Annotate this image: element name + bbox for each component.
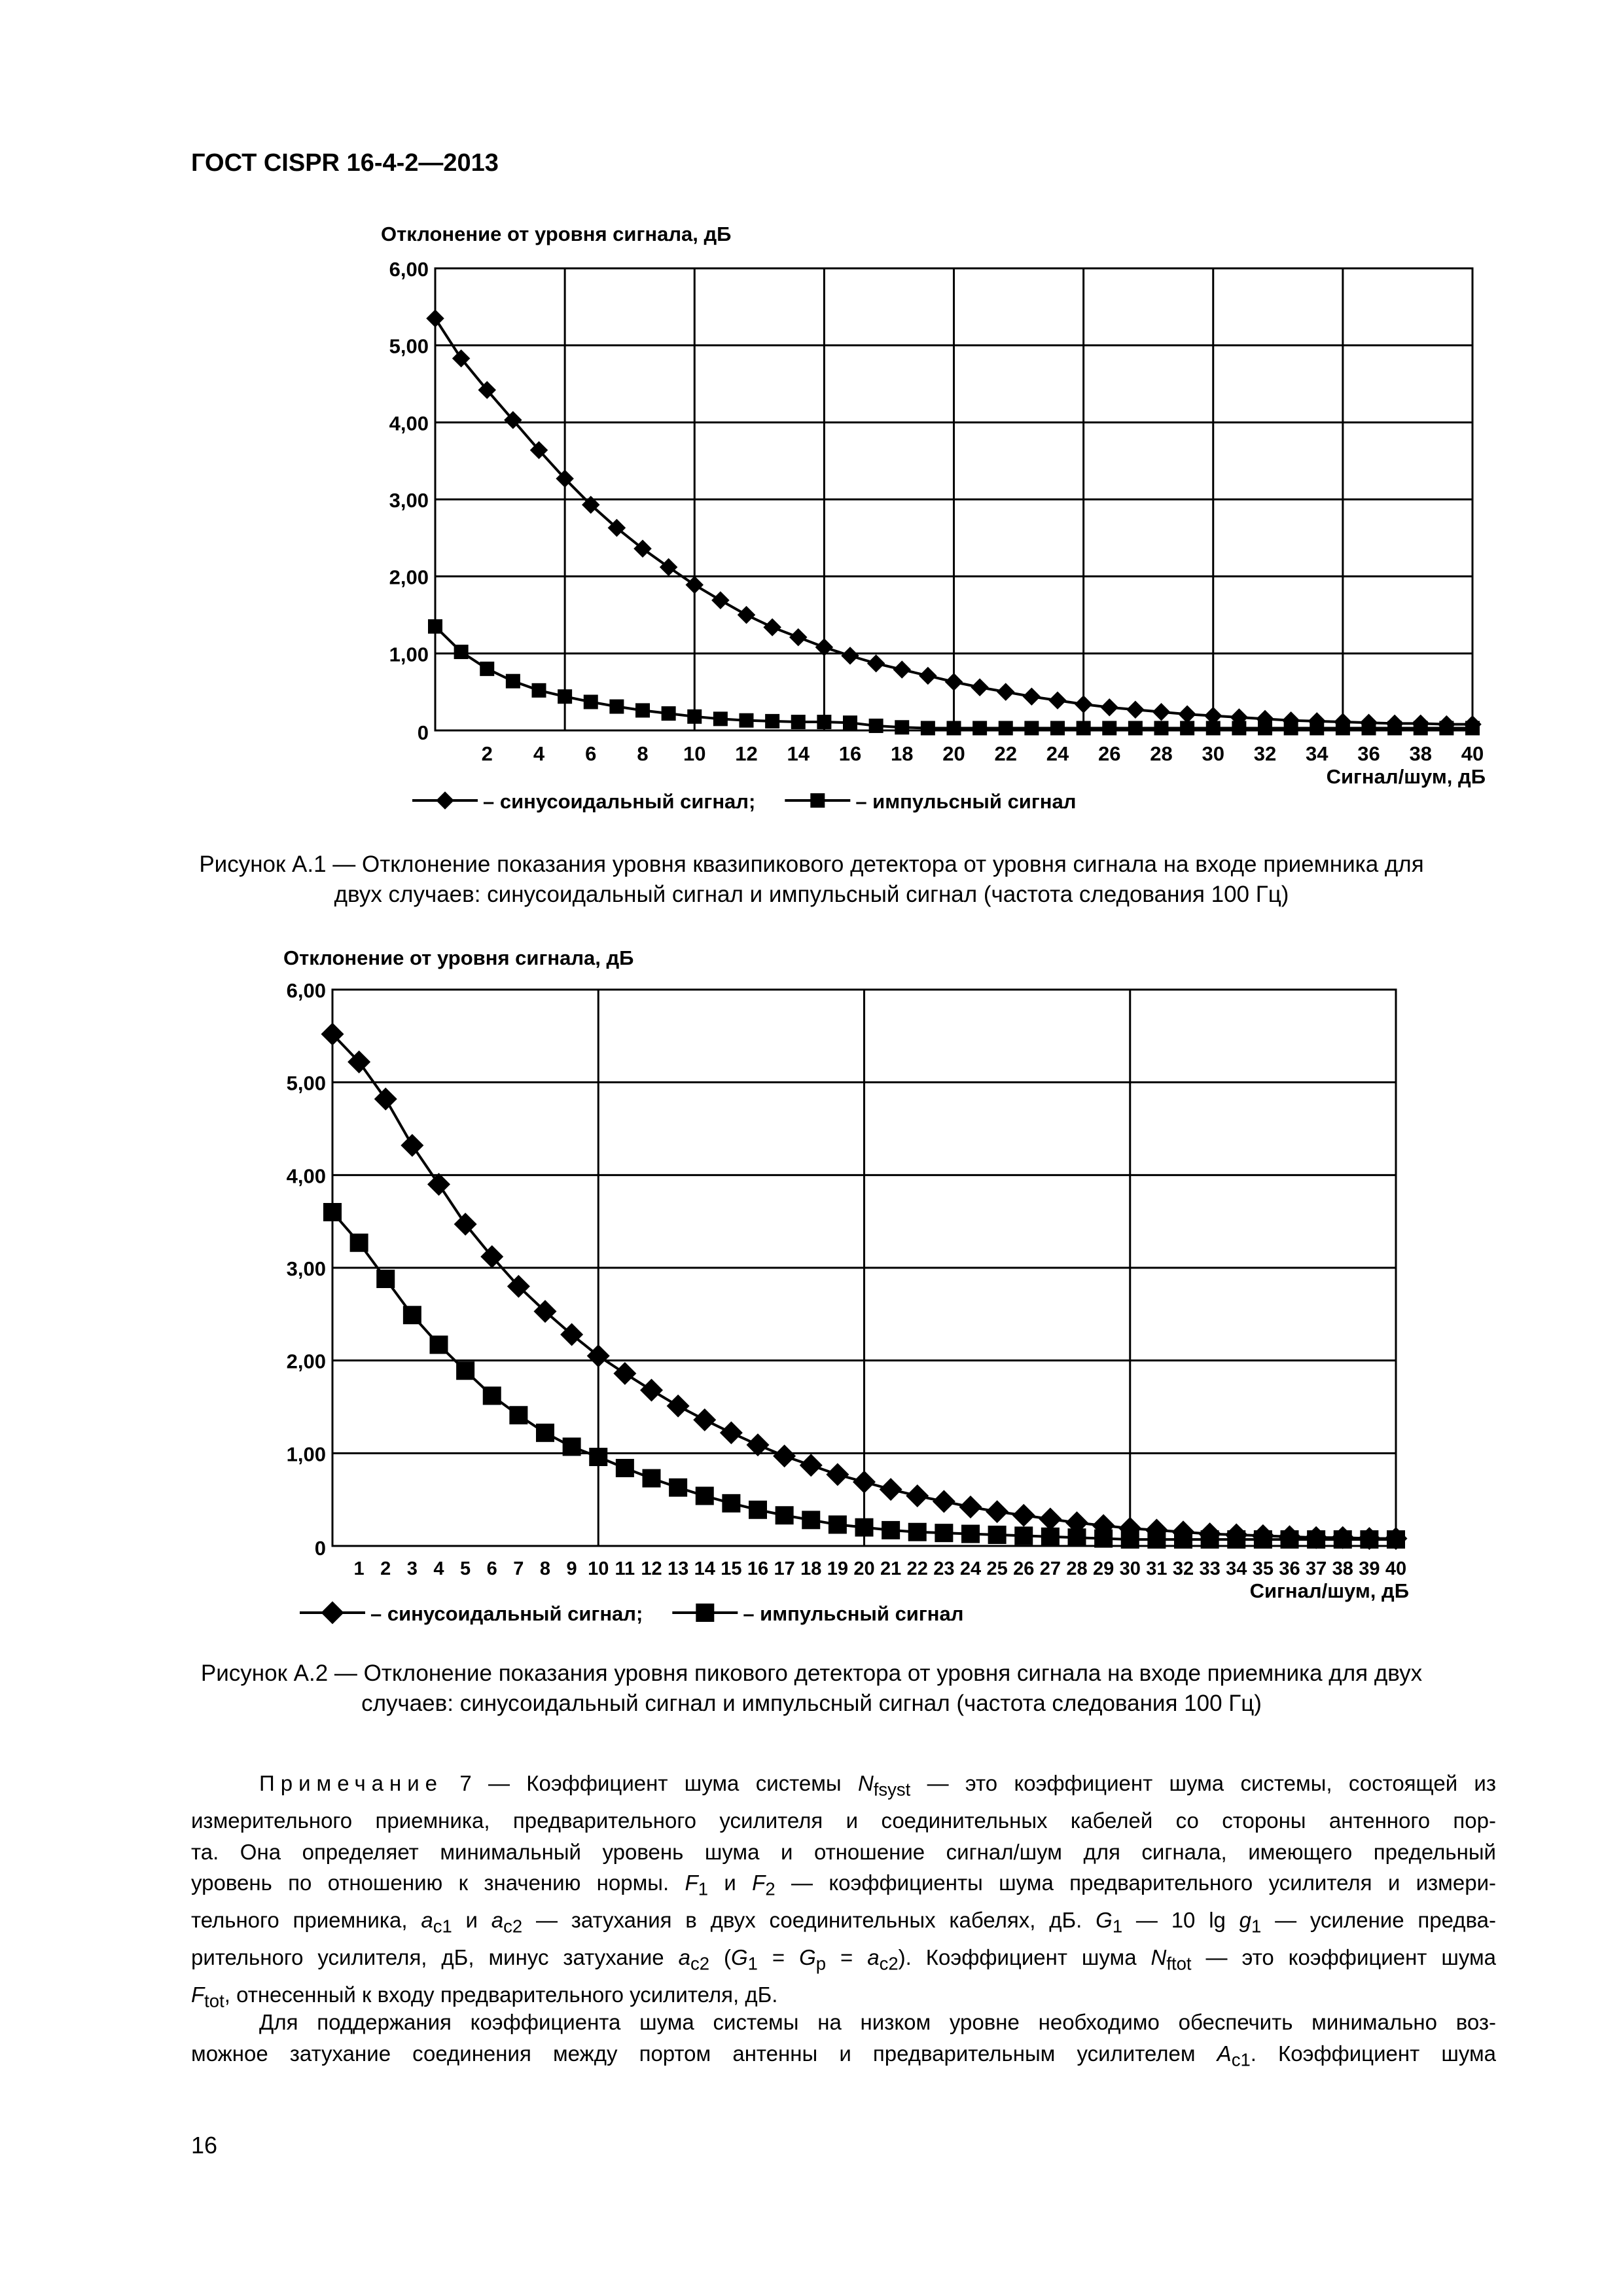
body-line: [191, 2038, 1496, 2075]
note-subscript: c2: [503, 1916, 523, 1937]
note-text: — усиление предва-: [1261, 1908, 1496, 1933]
caption-line: случаев: синусоидальный сигнал и импульсный сигнал (частота следования 100 Гц): [361, 1691, 1262, 1716]
data-point-square: [643, 1469, 661, 1488]
x-tick-label: 28: [1066, 1558, 1088, 1579]
data-point-square: [1121, 1530, 1139, 1549]
x-tick-label: 12: [735, 742, 758, 765]
note-subscript: c2: [690, 1953, 709, 1974]
data-point-diamond: [853, 1471, 876, 1494]
x-tick-label: 22: [994, 742, 1017, 765]
note-line: [191, 1942, 1496, 1979]
y-axis-label: Отклонение от уровня сигнала, дБ: [283, 946, 634, 969]
x-tick-label: 8: [539, 1558, 551, 1579]
data-point-square: [687, 709, 702, 724]
data-point-square: [509, 1406, 527, 1424]
body-line: Для поддержания коэффициента шума системы на низком уровне необходимо обеспечить минимально воз-: [259, 2010, 1496, 2034]
body-text: . Коэффициент шума: [1250, 2041, 1496, 2066]
data-point-square: [428, 619, 442, 634]
legend-marker-diamond: [436, 791, 454, 810]
x-tick-label: 40: [1385, 1558, 1407, 1579]
note-text: , отнесенный к входу предварительного усилителя, дБ.: [224, 1982, 778, 2007]
data-point-square: [1094, 1530, 1113, 1548]
note-subscript: 1: [1112, 1916, 1123, 1937]
y-tick-label: 6,00: [286, 979, 326, 1002]
data-point-diamond: [893, 660, 912, 679]
y-axis-label: Отклонение от уровня сигнала, дБ: [381, 223, 732, 245]
y-tick-label: 4,00: [389, 412, 429, 435]
note-line: та. Она определяет минимальный уровень шума и отношение сигнал/шум для сигнала, имеющего предельный: [191, 1839, 1496, 1864]
note-line: [191, 1768, 1496, 1805]
x-tick-label: 25: [986, 1558, 1008, 1579]
data-point-diamond: [426, 310, 444, 328]
data-point-square: [532, 683, 546, 698]
data-point-square: [376, 1270, 395, 1288]
x-tick-label: 24: [1046, 742, 1069, 765]
data-point-square: [1336, 721, 1350, 735]
caption-line: Рисунок А.1 — Отклонение показания уровня квазипикового детектора от уровня сигнала на входе приемника для: [199, 852, 1424, 877]
data-point-square: [765, 714, 779, 728]
data-point-diamond: [1178, 706, 1196, 724]
data-point-square: [1050, 721, 1065, 735]
x-tick-label: 16: [747, 1558, 769, 1579]
data-point-diamond: [945, 673, 963, 691]
data-point-square: [669, 1479, 687, 1497]
data-point-square: [713, 711, 728, 726]
data-point-diamond: [841, 647, 859, 665]
note-subscript: 1: [1251, 1916, 1262, 1937]
x-tick-label: 32: [1172, 1558, 1194, 1579]
data-point-square: [855, 1518, 874, 1537]
data-point-square: [1201, 1530, 1219, 1549]
note-symbol: F: [685, 1871, 698, 1895]
data-point-square: [696, 1487, 714, 1505]
data-point-square: [1041, 1528, 1060, 1546]
data-point-diamond: [971, 678, 989, 696]
note-text: и: [452, 1908, 491, 1933]
data-point-square: [1174, 1530, 1192, 1549]
note-line: [191, 1867, 1496, 1905]
data-point-square: [749, 1501, 767, 1519]
x-tick-label: 12: [641, 1558, 662, 1579]
x-tick-label: 30: [1119, 1558, 1141, 1579]
note-line: измерительного приемника, предварительного усилителя и соединительных кабелей со стороны антенного пор-: [191, 1808, 1496, 1833]
data-point-square: [869, 719, 883, 733]
y-tick-label: 5,00: [286, 1071, 326, 1095]
data-point-square: [558, 689, 572, 704]
data-point-diamond: [667, 1395, 690, 1418]
x-tick-label: 14: [694, 1558, 715, 1579]
data-point-square: [829, 1515, 847, 1534]
note-label: Примечание: [259, 1771, 444, 1795]
y-tick-label: 6,00: [389, 258, 429, 281]
data-point-square: [1362, 721, 1376, 735]
x-tick-label: 40: [1461, 742, 1484, 765]
data-point-square: [802, 1511, 820, 1529]
data-point-diamond: [401, 1134, 423, 1157]
x-tick-label: 23: [933, 1558, 955, 1579]
body-subscript: c1: [1231, 2049, 1251, 2070]
data-point-square: [1281, 1530, 1299, 1549]
note-subscript: 1: [747, 1953, 758, 1974]
page-number: 16: [191, 2132, 218, 2159]
data-point-square: [456, 1361, 474, 1380]
data-point-diamond: [1048, 691, 1067, 709]
note-symbol: F: [191, 1982, 205, 2007]
note-text: ). Коэффициент шума: [898, 1945, 1151, 1970]
y-tick-label: 5,00: [389, 334, 429, 358]
data-point-square: [882, 1521, 900, 1539]
note-subscript: 2: [765, 1878, 776, 1899]
x-tick-label: 31: [1146, 1558, 1168, 1579]
note-text: уровень по отношению к значению нормы.: [191, 1871, 685, 1895]
body-paragraph: [191, 2007, 1496, 2075]
data-point-square: [506, 674, 520, 689]
legend-marker-diamond: [321, 1602, 344, 1624]
note-symbol: a: [867, 1945, 880, 1970]
y-tick-label: 3,00: [286, 1257, 326, 1280]
data-point-square: [1102, 721, 1116, 735]
y-tick-label: 2,00: [389, 565, 429, 589]
data-point-diamond: [1023, 687, 1041, 706]
note-text: рительного усилителя, дБ, минус затухание: [191, 1945, 679, 1970]
body-text: можное затухание соединения между портом антенны и предварительным усилителем: [191, 2041, 1217, 2066]
x-tick-label: 21: [880, 1558, 902, 1579]
data-point-diamond: [1075, 695, 1093, 713]
x-tick-label: 15: [721, 1558, 742, 1579]
data-point-square: [999, 721, 1013, 735]
data-point-square: [1387, 1530, 1405, 1549]
data-point-diamond: [773, 1444, 796, 1467]
note-paragraph: [191, 1768, 1496, 2017]
data-point-square: [1307, 1530, 1325, 1549]
x-tick-label: 7: [513, 1558, 524, 1579]
data-point-square: [1360, 1530, 1378, 1549]
x-tick-label: 35: [1252, 1558, 1274, 1579]
data-point-diamond: [763, 619, 781, 637]
x-tick-label: 34: [1226, 1558, 1247, 1579]
x-tick-label: 39: [1359, 1558, 1380, 1579]
data-point-square: [350, 1234, 368, 1252]
x-tick-label: 17: [774, 1558, 795, 1579]
data-point-diamond: [1039, 1507, 1061, 1530]
data-point-square: [722, 1494, 740, 1513]
note-symbol: a: [678, 1945, 690, 1970]
data-point-square: [1180, 721, 1194, 735]
legend-label: – импульсный сигнал: [743, 1602, 964, 1625]
note-symbol: a: [491, 1908, 504, 1933]
x-tick-label: 38: [1332, 1558, 1353, 1579]
legend-marker-square: [696, 1604, 714, 1622]
legend-marker-square: [810, 793, 825, 808]
x-tick-label: 36: [1279, 1558, 1300, 1579]
data-point-square: [480, 662, 494, 676]
note-subscript: tot: [204, 1990, 224, 2011]
y-tick-label: 0: [417, 721, 429, 744]
data-point-square: [972, 721, 987, 735]
x-tick-label: 33: [1199, 1558, 1221, 1579]
x-tick-label: 20: [853, 1558, 875, 1579]
x-tick-label: 18: [891, 742, 914, 765]
document-header: ГОСТ CISPR 16-4-2—2013: [191, 149, 499, 177]
data-point-diamond: [1152, 703, 1171, 721]
data-point-square: [589, 1448, 607, 1466]
data-point-square: [536, 1424, 554, 1442]
x-axis-label: Сигнал/шум, дБ: [1249, 1579, 1409, 1602]
x-tick-label: 19: [827, 1558, 849, 1579]
data-point-square: [1147, 1530, 1166, 1549]
note-subscript: p: [815, 1953, 827, 1974]
data-point-square: [1227, 1530, 1245, 1549]
body-symbol: A: [1217, 2041, 1232, 2066]
x-tick-label: 5: [460, 1558, 471, 1579]
note-text: =: [757, 1945, 800, 1970]
data-point-diamond: [374, 1088, 397, 1111]
data-point-square: [961, 1525, 980, 1543]
y-tick-label: 1,00: [389, 643, 429, 666]
data-point-diamond: [919, 667, 937, 685]
data-point-square: [430, 1336, 448, 1354]
y-tick-label: 1,00: [286, 1443, 326, 1466]
data-point-square: [609, 700, 624, 714]
note-subscript: c2: [879, 1953, 899, 1974]
caption-line: Рисунок А.2 — Отклонение показания уровня пикового детектора от уровня сигнала на входе приемника для двух: [200, 1660, 1423, 1686]
note-text: — затухания в двух соединительных кабелях, дБ.: [522, 1908, 1096, 1933]
x-tick-label: 29: [1092, 1558, 1115, 1579]
data-point-square: [635, 703, 650, 717]
data-point-square: [1334, 1530, 1352, 1549]
x-tick-label: 32: [1253, 742, 1277, 765]
data-point-diamond: [660, 558, 678, 577]
data-point-diamond: [640, 1379, 663, 1402]
x-tick-label: 34: [1306, 742, 1329, 765]
note-symbol: G: [730, 1945, 748, 1970]
x-tick-label: 6: [585, 742, 597, 765]
data-point-square: [843, 715, 857, 730]
data-point-square: [776, 1506, 794, 1524]
data-point-square: [1232, 721, 1246, 735]
data-point-square: [483, 1387, 501, 1405]
y-tick-label: 0: [314, 1537, 326, 1560]
data-point-square: [584, 694, 598, 709]
x-tick-label: 4: [533, 742, 545, 765]
note-text: — коэффициенты шума предварительного усилителя и измери-: [775, 1871, 1497, 1895]
data-point-diamond: [1012, 1504, 1035, 1527]
data-point-square: [1258, 721, 1272, 735]
data-point-square: [817, 715, 831, 729]
x-tick-label: 26: [1013, 1558, 1035, 1579]
x-tick-label: 18: [800, 1558, 822, 1579]
x-tick-label: 14: [787, 742, 810, 765]
figure-caption-a1: [164, 850, 1459, 910]
note-subscript: 1: [698, 1878, 709, 1899]
data-point-square: [1414, 721, 1428, 735]
data-point-diamond: [867, 655, 885, 673]
data-point-diamond: [720, 1422, 743, 1444]
y-tick-label: 3,00: [389, 489, 429, 512]
note-symbol: N: [857, 1771, 874, 1795]
x-tick-label: 28: [1150, 742, 1173, 765]
note-text: (: [709, 1945, 731, 1970]
data-point-diamond: [800, 1454, 823, 1477]
x-tick-label: 36: [1357, 742, 1380, 765]
data-point-diamond: [906, 1484, 929, 1507]
data-point-square: [947, 721, 961, 735]
note-text: 7 — Коэффициент шума системы: [459, 1771, 858, 1795]
data-point-diamond: [959, 1496, 982, 1518]
data-point-square: [935, 1524, 953, 1542]
legend-label: – импульсный сигнал: [855, 790, 1077, 813]
note-subscript: fsyst: [873, 1779, 911, 1800]
x-tick-label: 20: [942, 742, 965, 765]
data-point-square: [403, 1306, 421, 1324]
note-text: тельного приемника,: [191, 1908, 421, 1933]
y-tick-label: 2,00: [286, 1350, 326, 1373]
data-point-square: [1387, 721, 1402, 735]
x-tick-label: 37: [1305, 1558, 1327, 1579]
data-point-diamond: [738, 606, 756, 624]
data-point-square: [323, 1203, 342, 1221]
x-tick-label: 10: [683, 742, 706, 765]
data-point-diamond: [693, 1408, 716, 1431]
data-point-diamond: [880, 1478, 902, 1501]
note-line: [191, 1905, 1496, 1942]
x-tick-label: 3: [406, 1558, 418, 1579]
data-point-square: [1254, 1530, 1272, 1549]
data-point-diamond: [933, 1490, 955, 1513]
note-text: и: [708, 1871, 753, 1895]
data-point-square: [791, 715, 806, 729]
data-point-square: [662, 706, 676, 721]
data-point-square: [740, 713, 754, 728]
data-point-diamond: [427, 1173, 450, 1196]
x-tick-label: 1: [353, 1558, 365, 1579]
note-symbol: g: [1239, 1908, 1252, 1933]
data-point-square: [921, 721, 935, 735]
data-point-diamond: [1126, 700, 1145, 719]
data-point-diamond: [711, 591, 730, 609]
data-point-square: [1154, 721, 1169, 735]
caption-line: двух случаев: синусоидальный сигнал и импульсный сигнал (частота следования 100 Гц): [334, 882, 1289, 907]
note-text: — это коэффициент шума системы, состоящей из: [910, 1771, 1496, 1795]
data-point-square: [1284, 721, 1298, 735]
legend-label: – синусоидальный сигнал;: [483, 790, 756, 813]
x-tick-label: 22: [906, 1558, 928, 1579]
data-point-square: [1068, 1528, 1086, 1547]
data-point-square: [616, 1459, 634, 1477]
x-tick-label: 10: [588, 1558, 609, 1579]
y-tick-label: 4,00: [286, 1164, 326, 1188]
data-point-square: [1077, 721, 1091, 735]
data-point-diamond: [686, 576, 704, 594]
data-point-square: [988, 1526, 1007, 1544]
x-tick-label: 11: [615, 1558, 635, 1579]
chart-quasi-peak-deviation: [164, 216, 1486, 825]
note-symbol: a: [421, 1908, 433, 1933]
x-tick-label: 38: [1409, 742, 1432, 765]
data-point-square: [1128, 721, 1143, 735]
data-point-square: [1439, 721, 1454, 735]
data-point-diamond: [789, 628, 808, 647]
x-tick-label: 9: [566, 1558, 577, 1579]
note-symbol: F: [752, 1871, 766, 1895]
data-point-diamond: [986, 1500, 1008, 1523]
note-symbol: N: [1150, 1945, 1167, 1970]
data-point-square: [454, 645, 469, 659]
data-point-square: [1310, 721, 1324, 735]
legend-label: – синусоидальный сигнал;: [370, 1602, 643, 1625]
note-symbol: G: [1096, 1908, 1113, 1933]
data-point-diamond: [826, 1463, 849, 1486]
note-symbol: G: [799, 1945, 816, 1970]
x-tick-label: 13: [667, 1558, 689, 1579]
note-text: — 10 lg: [1122, 1908, 1240, 1933]
data-point-square: [1024, 721, 1039, 735]
note-subscript: ftot: [1166, 1953, 1192, 1974]
data-point-diamond: [997, 683, 1015, 701]
data-point-square: [563, 1437, 581, 1456]
x-tick-label: 6: [486, 1558, 497, 1579]
note-subscript: c1: [433, 1916, 452, 1937]
x-axis-label: Сигнал/шум, дБ: [1326, 765, 1486, 788]
note-text: =: [826, 1945, 868, 1970]
figure-caption-a2: [164, 1659, 1459, 1719]
data-point-diamond: [1101, 698, 1119, 717]
x-tick-label: 8: [637, 742, 649, 765]
x-tick-label: 27: [1039, 1558, 1061, 1579]
x-tick-label: 4: [433, 1558, 444, 1579]
data-point-square: [895, 720, 909, 734]
note-text: — это коэффициент шума: [1191, 1945, 1497, 1970]
x-tick-label: 26: [1098, 742, 1121, 765]
x-tick-label: 2: [481, 742, 493, 765]
x-tick-label: 30: [1202, 742, 1224, 765]
data-point-square: [1465, 721, 1480, 735]
data-point-square: [908, 1523, 927, 1541]
chart-peak-deviation: [164, 942, 1446, 1636]
x-tick-label: 2: [380, 1558, 391, 1579]
x-tick-label: 16: [838, 742, 862, 765]
data-point-square: [1206, 721, 1221, 735]
data-point-square: [1014, 1526, 1033, 1545]
x-tick-label: 24: [959, 1558, 982, 1579]
data-point-diamond: [613, 1362, 636, 1385]
